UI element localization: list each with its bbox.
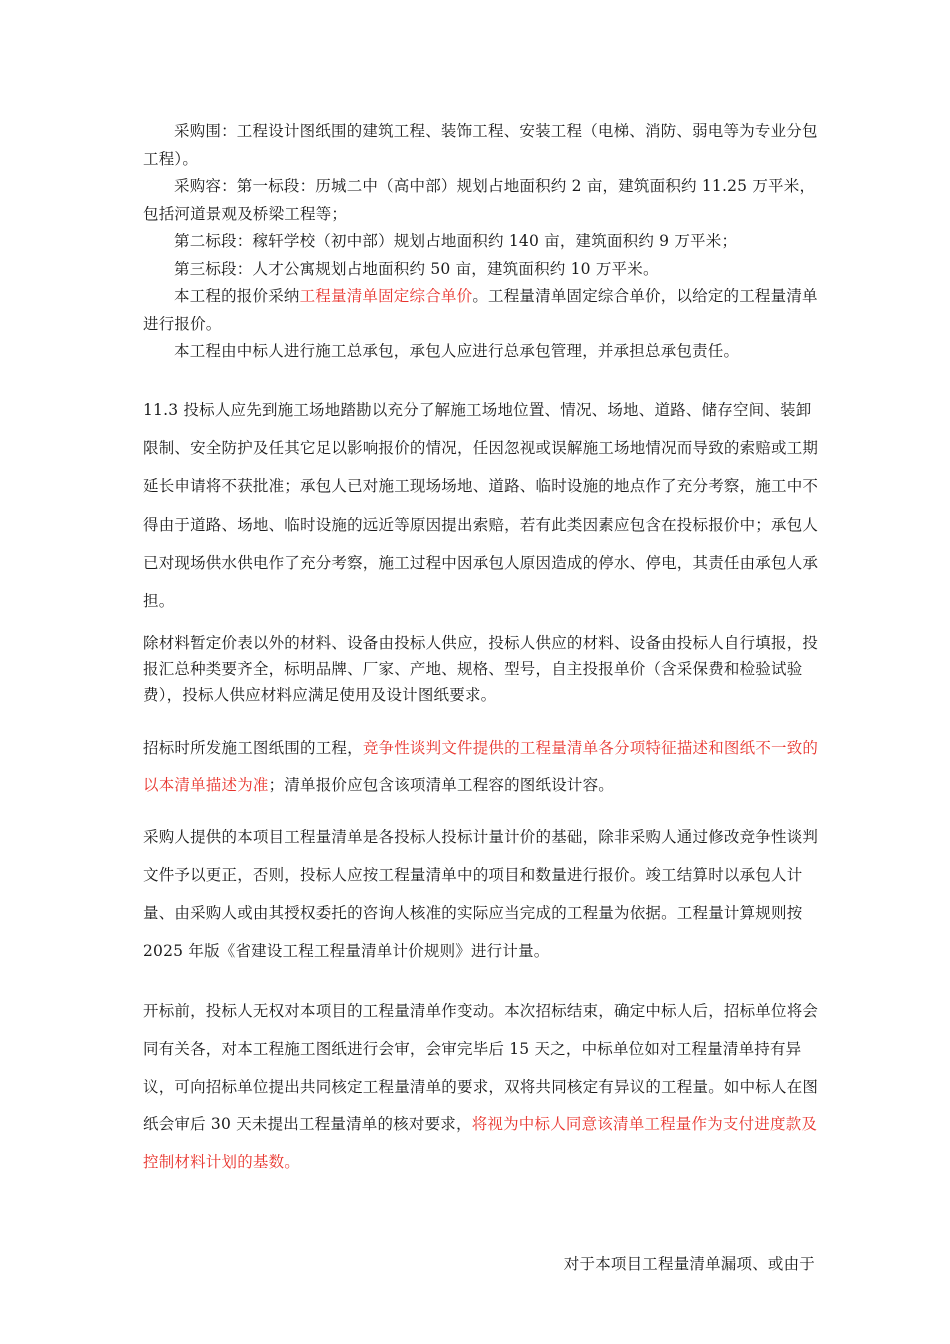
bid-opening-paragraph: [143, 993, 819, 1182]
bid-opening-highlight: 将视为中标人同意该清单工程量作为支付进度款及控制材料计划的基数。: [143, 1115, 818, 1172]
contracting-paragraph: 本工程由中标人进行施工总承包，承包人应进行总承包管理，并承担总承包责任。: [174, 342, 740, 360]
drawings-suffix: ；清单报价应包含该项清单工程容的图纸设计容。: [268, 776, 615, 794]
materials-section: [143, 630, 819, 708]
drawings-paragraph: [143, 730, 819, 804]
drawings-section: [143, 730, 819, 804]
site-visit-section: [143, 391, 819, 620]
pricing-prefix: 本工程的报价采纳: [174, 287, 300, 305]
procurement-content-paragraph: 采购容：第一标段：历城二中（高中部）规划占地面积约 2 亩，建筑面积约 11.25 万平米，包括河道景观及桥梁工程等；: [143, 177, 816, 223]
bid-opening-section: [143, 993, 819, 1182]
pricing-suffix: 。工程量清单固定综合单价，以给定的工程量清单进行报价。: [143, 287, 818, 333]
section-3-paragraph: 第三标段：人才公寓规划占地面积约 50 亩，建筑面积约 10 万平米。: [174, 259, 659, 278]
pricing-highlight: 工程量清单固定综合单价: [299, 287, 473, 305]
drawings-prefix: 招标时所发施工图纸围的工程，: [143, 739, 363, 757]
bid-opening-prefix: 开标前，投标人无权对本项目的工程量清单作变动。本次招标结束，确定中标人后，招标单位将会同有关各，对本工程施工图纸进行会审，会审完毕后 15 天之，中标单位如对工程量清单持有异议，可向招标单位提出共同核定工程量清单的要求，双将共同核定有异议的工程量。如中标人在图纸会审后 30 天未提出工程量清单的核对要求，: [143, 1002, 819, 1134]
drawings-highlight: 竞争性谈判文件提供的工程量清单各分项特征描述和图纸不一致的以本清单描述为准: [143, 739, 819, 794]
bill-of-quantities-section: [143, 818, 819, 970]
materials-paragraph: 除材料暂定价表以外的材料、设备由投标人供应，投标人供应的材料、设备由投标人自行填报，投报汇总种类要齐全，标明品牌、厂家、产地、规格、型号，自主投报单价（含采保费和检验试验费），投标人供应材料应满足使用及设计图纸要求。: [143, 634, 819, 704]
trailing-line: 对于本项目工程量清单漏项、或由于: [563, 1255, 815, 1273]
bill-of-quantities-paragraph: 采购人提供的本项目工程量清单是各投标人投标计量计价的基础，除非采购人通过修改竞争性谈判文件予以更正，否则，投标人应按工程量清单中的项目和数量进行报价。竣工结算时以承包人计量、由采购人或由其授权委托的咨询人核准的实际应当完成的工程量为依据。工程量计算规则按 2025 年版《省建设工程工程量清单计价规则》进行计量。: [143, 828, 819, 960]
section-2-paragraph: 第二标段：稼轩学校（初中部）规划占地面积约 140 亩，建筑面积约 9 万平米；: [174, 232, 738, 250]
pricing-paragraph: [143, 283, 819, 338]
site-visit-paragraph: 11.3 投标人应先到施工场地踏勘以充分了解施工场地位置、情况、场地、道路、储存空间、装卸限制、安全防护及任其它足以影响报价的情况，任因忽视或误解施工场地情况而导致的索赔或工期延长申请将不获批准；承包人已对施工现场场地、道路、临时设施的地点作了充分考察，施工中不得由于道路、场地、临时设施的远近等原因提出索赔，若有此类因素应包含在投标报价中；承包人已对现场供水供电作了充分考察，施工过程中因承包人原因造成的停水、停电，其责任由承包人承担。: [143, 401, 819, 611]
procurement-scope-paragraph: 采购围：工程设计图纸围的建筑工程、装饰工程、安装工程（电梯、消防、弱电等为专业分包工程）。: [143, 122, 818, 168]
scope-section: [143, 118, 819, 366]
